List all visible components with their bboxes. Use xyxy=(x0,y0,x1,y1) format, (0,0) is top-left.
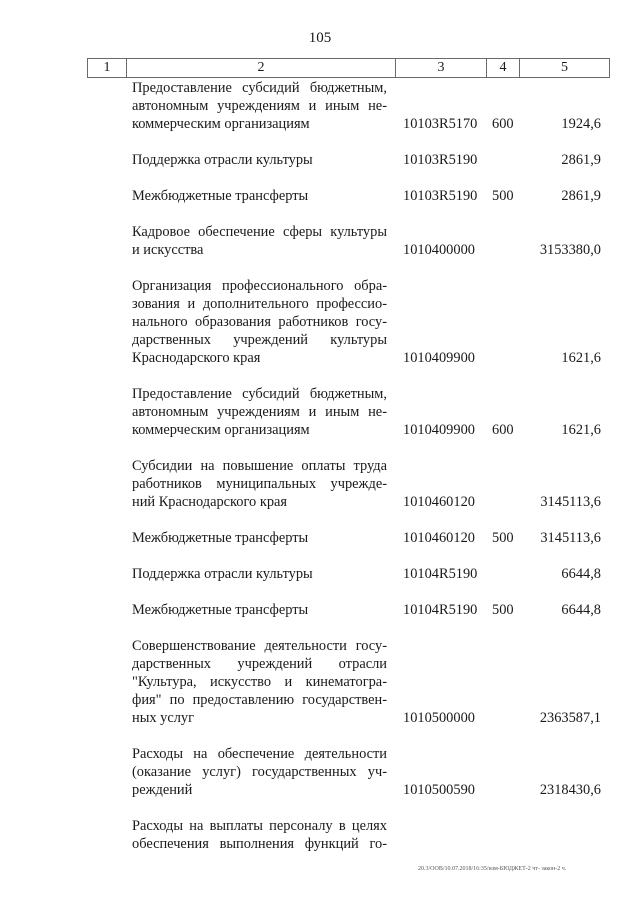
row-name xyxy=(132,457,387,511)
row-name-line: Межбюджетные трансферты xyxy=(132,530,309,546)
row-name-line: Предоставление субсидий бюджетным, xyxy=(132,80,387,96)
table-row xyxy=(0,277,640,367)
document-footer: 20.3/ООВ/10.07.2018/16:35/изм-БЮДЖЕТ-2 чт- закон-2 ч. xyxy=(418,866,567,872)
row-code: 1010500590 xyxy=(403,782,475,798)
row-kind: 500 xyxy=(492,602,514,618)
column-2-header: 2 xyxy=(127,59,396,78)
row-name-line: коммерческим организациям xyxy=(132,422,310,438)
table-row xyxy=(0,457,640,511)
row-amount: 2861,9 xyxy=(561,188,601,204)
table-row xyxy=(0,223,640,259)
row-kind: 600 xyxy=(492,116,514,132)
row-name-line: коммерческим организациям xyxy=(132,116,310,132)
row-name-line: Расходы на обеспечение деятельности xyxy=(132,746,387,762)
row-name-line: Предоставление субсидий бюджетным, xyxy=(132,386,387,402)
row-name-line: Кадровое обеспечение сферы культуры xyxy=(132,224,387,240)
row-name xyxy=(132,745,387,799)
table-row xyxy=(0,565,640,583)
row-code: 1010409900 xyxy=(403,350,475,366)
row-name-line: зования и дополнительного профессио- xyxy=(132,296,387,312)
row-name-line: работников муниципальных учрежде- xyxy=(132,476,387,492)
row-name xyxy=(132,223,387,259)
row-name-line: Межбюджетные трансферты xyxy=(132,188,309,204)
row-amount: 3145113,6 xyxy=(540,530,601,546)
row-name xyxy=(132,637,387,727)
row-name-line: Поддержка отрасли культуры xyxy=(132,152,313,168)
column-4-header: 4 xyxy=(487,59,520,78)
table-row xyxy=(0,385,640,439)
table-row xyxy=(0,745,640,799)
column-3-header: 3 xyxy=(396,59,487,78)
row-name xyxy=(132,277,387,367)
row-name-line: Субсидии на повышение оплаты труда xyxy=(132,458,387,474)
row-amount: 1621,6 xyxy=(561,350,601,366)
row-name-line: и искусства xyxy=(132,242,204,258)
row-name-line: ных услуг xyxy=(132,710,195,726)
row-code: 10103R5190 xyxy=(403,152,478,168)
row-amount: 1924,6 xyxy=(561,116,601,132)
row-name-line: ний Краснодарского края xyxy=(132,494,288,510)
table-row xyxy=(0,529,640,547)
row-amount: 6644,8 xyxy=(561,566,601,582)
table-row xyxy=(0,187,640,205)
column-number-header xyxy=(87,58,610,78)
table-row xyxy=(0,151,640,169)
row-name-line: фия" по предоставлению государствен- xyxy=(132,692,387,708)
row-name-line: дарственных учреждений отрасли xyxy=(132,656,387,672)
row-amount: 3145113,6 xyxy=(540,494,601,510)
row-amount: 6644,8 xyxy=(561,602,601,618)
row-name xyxy=(132,151,387,169)
row-name-line: Поддержка отрасли культуры xyxy=(132,566,313,582)
row-name-line: автономным учреждениям и иным не- xyxy=(132,98,387,114)
page-number: 105 xyxy=(308,30,332,46)
row-code: 1010409900 xyxy=(403,422,475,438)
row-name-line: "Культура, искусство и кинематогра- xyxy=(132,674,387,690)
row-name xyxy=(132,187,387,205)
row-name xyxy=(132,79,387,133)
row-name-line: (оказание услуг) государственных уч- xyxy=(132,764,387,780)
row-amount: 2363587,1 xyxy=(539,710,601,726)
row-amount: 2318430,6 xyxy=(539,782,601,798)
table-row xyxy=(0,601,640,619)
row-amount: 2861,9 xyxy=(561,152,601,168)
row-code: 10103R5170 xyxy=(403,116,478,132)
row-code: 1010500000 xyxy=(403,710,475,726)
column-1-header: 1 xyxy=(88,59,127,78)
row-kind: 500 xyxy=(492,188,514,204)
row-code: 1010460120 xyxy=(403,530,475,546)
row-name xyxy=(132,817,387,853)
row-name-line: Совершенствование деятельности госу- xyxy=(132,638,387,654)
table-row xyxy=(0,79,640,133)
row-name-line: Краснодарского края xyxy=(132,350,261,366)
row-name xyxy=(132,385,387,439)
row-code: 10104R5190 xyxy=(403,602,478,618)
row-name-line: Межбюджетные трансферты xyxy=(132,602,309,618)
row-code: 10104R5190 xyxy=(403,566,478,582)
row-name xyxy=(132,565,387,583)
column-5-header: 5 xyxy=(520,59,610,78)
budget-rows xyxy=(0,79,640,871)
row-name-line: нального образования работников госу- xyxy=(132,314,387,330)
row-code: 10103R5190 xyxy=(403,188,478,204)
row-code: 1010460120 xyxy=(403,494,475,510)
row-name-line: Расходы на выплаты персоналу в целях xyxy=(132,818,387,834)
row-name xyxy=(132,529,387,547)
row-amount: 3153380,0 xyxy=(539,242,601,258)
row-amount: 1621,6 xyxy=(561,422,601,438)
row-kind: 500 xyxy=(492,530,514,546)
row-kind: 600 xyxy=(492,422,514,438)
row-name-line: обеспечения выполнения функций го- xyxy=(132,836,387,852)
table-row xyxy=(0,817,640,853)
row-name xyxy=(132,601,387,619)
table-row xyxy=(0,637,640,727)
row-name-line: реждений xyxy=(132,782,193,798)
row-code: 1010400000 xyxy=(403,242,475,258)
row-name-line: автономным учреждениям и иным не- xyxy=(132,404,387,420)
row-name-line: дарственных учреждений культуры xyxy=(132,332,387,348)
row-name-line: Организация профессионального обра- xyxy=(132,278,387,294)
